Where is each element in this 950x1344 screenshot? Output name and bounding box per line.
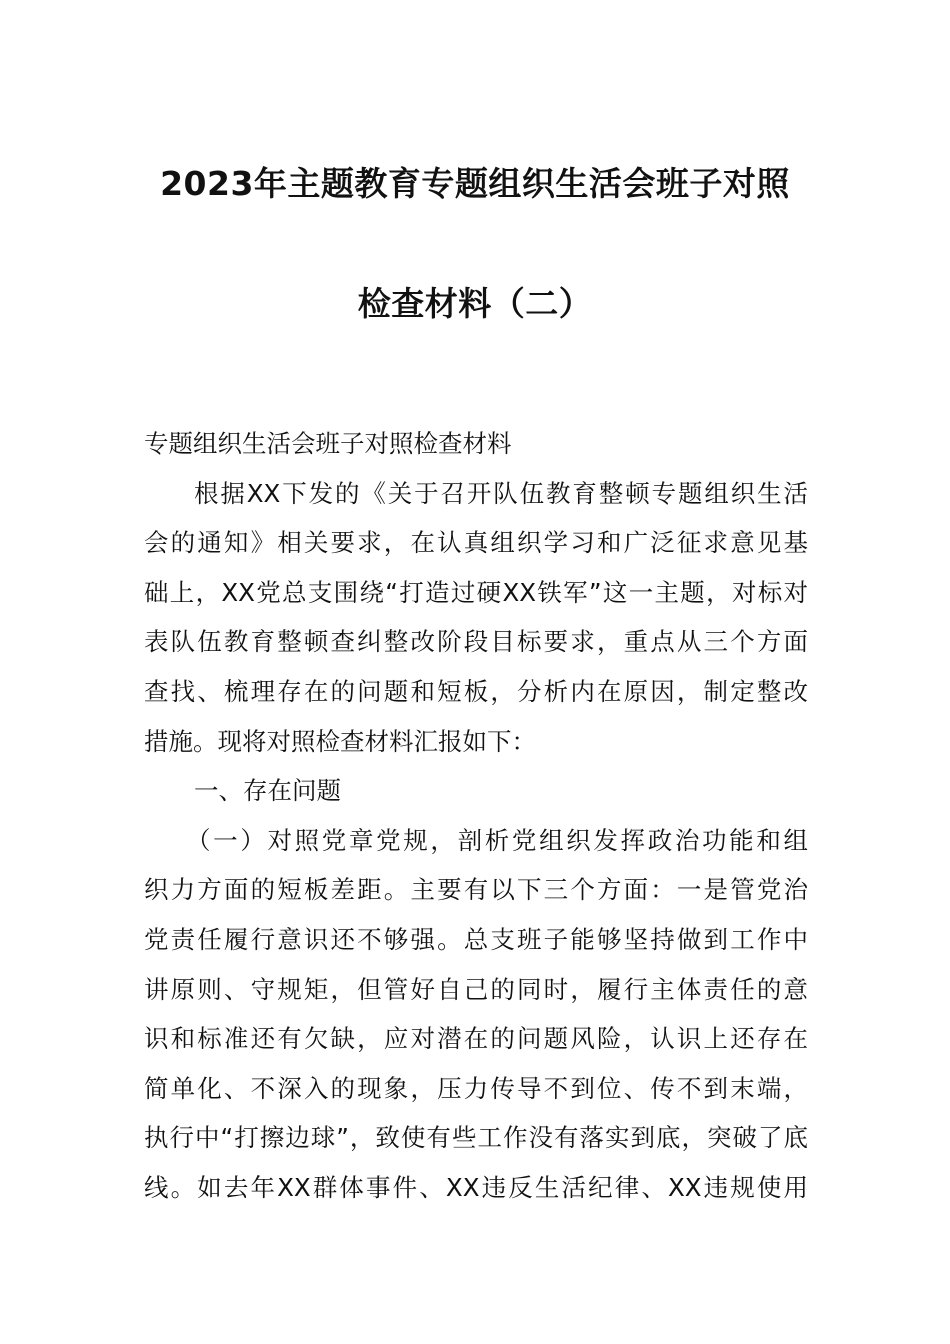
body-line: 党责任履行意识还不够强。总支班子能够坚持做到工作中: [144, 924, 808, 954]
body-subtitle: 专题组织生活会班子对照检查材料: [144, 429, 512, 458]
body-line: 识和标准还有欠缺，应对潜在的问题风险，认识上还存在: [144, 1024, 808, 1054]
body-line: 措施。现将对照检查材料汇报如下：: [144, 726, 536, 756]
body-line: 查找、梳理存在的问题和短板，分析内在原因，制定整改: [144, 676, 808, 706]
body-line: 础上，XX党总支围绕“打造过硬XX铁军”这一主题，对标对: [144, 577, 808, 607]
document-body: [144, 419, 808, 1213]
document-title-line-1: 2023年主题教育专题组织生活会班子对照: [160, 164, 790, 203]
body-line: 线。如去年XX群体事件、XX违反生活纪律、XX违规使用: [144, 1172, 808, 1202]
body-line: 执行中“打擦边球”，致使有些工作没有落实到底，突破了底: [144, 1123, 808, 1153]
section-heading: 一、存在问题: [194, 776, 341, 806]
body-line: 根据XX下发的《关于召开队伍教育整顿专题组织生活: [194, 478, 808, 508]
body-line: 会的通知》相关要求，在认真组织学习和广泛征求意见基: [144, 528, 808, 558]
document-title-line-2: 检查材料（二）: [357, 284, 593, 323]
subsection-heading: （一）对照党章党规，剖析党组织发挥政治功能和组: [186, 825, 808, 855]
body-line: 讲原则、守规矩，但管好自己的同时，履行主体责任的意: [144, 974, 808, 1004]
body-line: 简单化、不深入的现象，压力传导不到位、传不到末端，: [144, 1073, 808, 1103]
body-line: 织力方面的短板差距。主要有以下三个方面：一是管党治: [144, 875, 808, 905]
body-line: 表队伍教育整顿查纠整改阶段目标要求，重点从三个方面: [144, 627, 808, 657]
